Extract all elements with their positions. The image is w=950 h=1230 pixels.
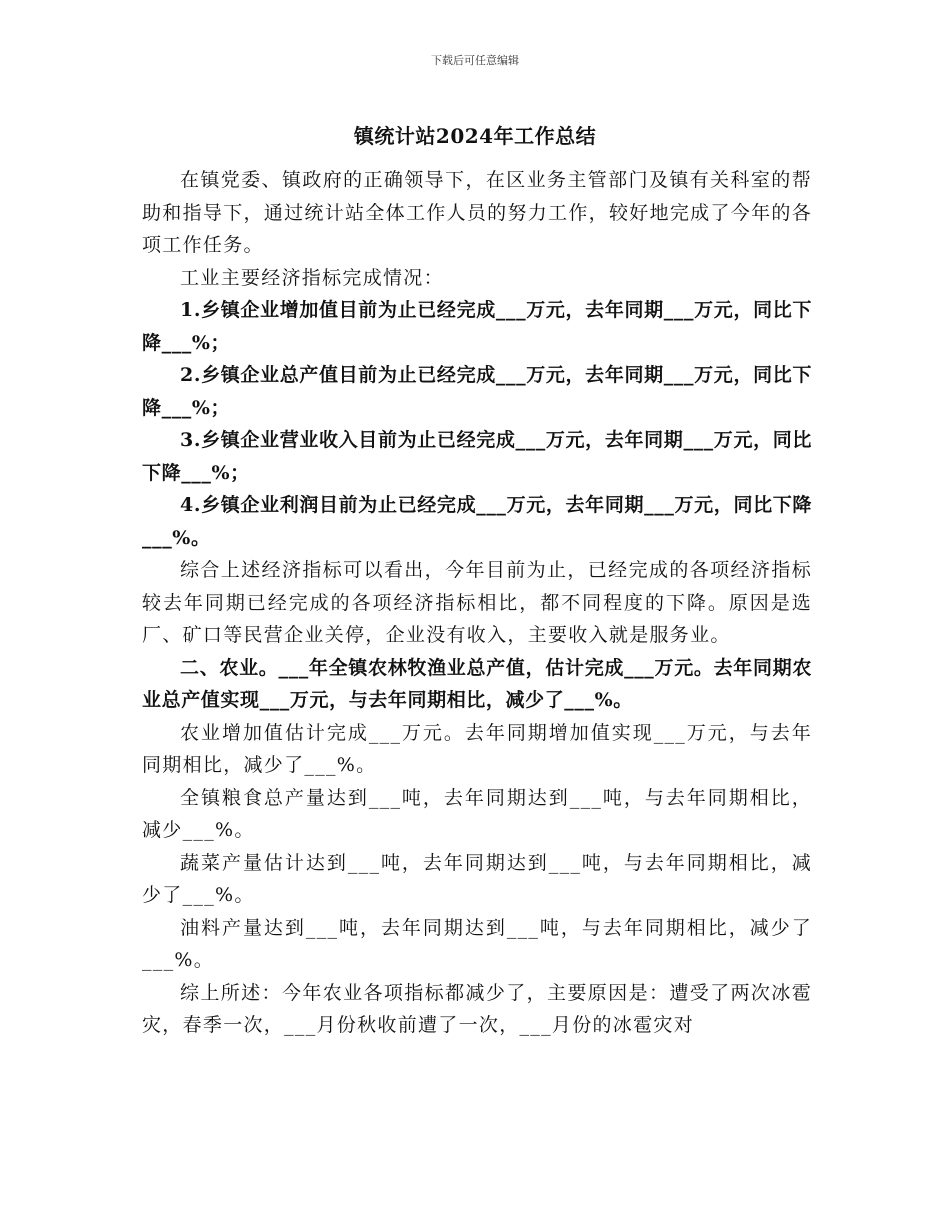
paragraph-grain-output: 全镇粮食总产量达到___吨，去年同期达到___吨，与去年同期相比，减少___%。 [142,786,812,841]
paragraph-oilseed-output: 油料产量达到___吨，去年同期达到___吨，与去年同期相比，减少了___%。 [142,916,812,971]
paragraph-agriculture-heading: 二、农业。___年全镇农林牧渔业总产值，估计完成___万元。去年同期农业总产值实现___万元，与去年同期相比，减少了___%。 [142,656,812,711]
document-body [142,164,812,1042]
paragraph-agriculture-summary: 综上所述：今年农业各项指标都减少了，主要原因是：遭受了两次冰雹灾，春季一次，___月份秋收前遭了一次，___月份的冰雹灾对 [142,981,812,1036]
paragraph-vegetable-output: 蔬菜产量估计达到___吨，去年同期达到___吨，与去年同期相比，减少了___%。 [142,851,812,906]
paragraph-item-2: 2.乡镇企业总产值目前为止已经完成___万元，去年同期___万元，同比下降___%； [142,364,812,419]
paragraph-item-4: 4.乡镇企业利润目前为止已经完成___万元，去年同期___万元，同比下降___%。 [142,494,812,549]
paragraph-item-3: 3.乡镇企业营业收入目前为止已经完成___万元，去年同期___万元，同比下降___%； [142,429,812,484]
paragraph-industry-summary: 综合上述经济指标可以看出，今年目前为止，已经完成的各项经济指标较去年同期已经完成的各项经济指标相比，都不同程度的下降。原因是选厂、矿口等民营企业关停，企业没有收入，主要收入就是服务业。 [142,559,812,646]
document-title: 镇统计站2024年工作总结 [353,124,597,148]
header-note: 下载后可任意编辑 [431,54,519,67]
paragraph-item-1: 1.乡镇企业增加值目前为止已经完成___万元，去年同期___万元，同比下降___%； [142,299,812,354]
paragraph-agri-value-added: 农业增加值估计完成___万元。去年同期增加值实现___万元，与去年同期相比，减少了___%。 [142,721,812,776]
paragraph-intro: 在镇党委、镇政府的正确领导下，在区业务主管部门及镇有关科室的帮助和指导下，通过统计站全体工作人员的努力工作，较好地完成了今年的各项工作任务。 [142,169,812,256]
paragraph-industry-heading: 工业主要经济指标完成情况： [180,266,444,289]
